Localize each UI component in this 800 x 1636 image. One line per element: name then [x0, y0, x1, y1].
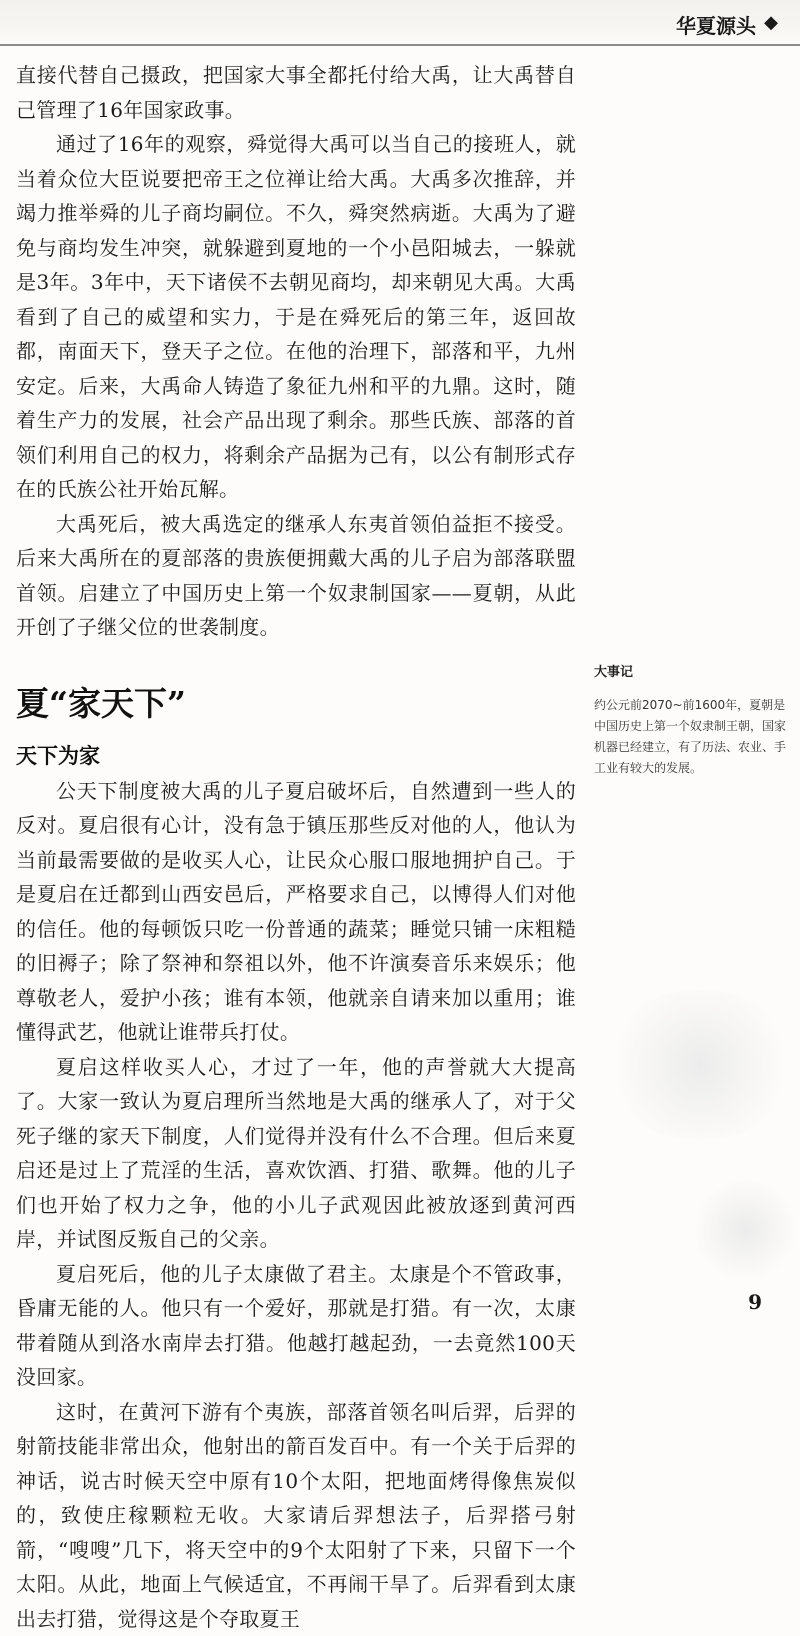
body-paragraph: 通过了16年的观察，舜觉得大禹可以当自己的接班人，就当着众位大臣说要把帝王之位禅让给大禹。大禹多次推辞，并竭力推举舜的儿子商均嗣位。不久，舜突然病逝。大禹为了避免与商均发生冲突，就躲避到夏地的一个小邑阳城去，一躲就是3年。3年中，天下诸侯不去朝见商均，却来朝见大禹。大禹看到了自己的威望和实力，于是在舜死后的第三年，返回故都，南面天下，登天子之位。在他的治理下，部落和平，九州安定。后来，大禹命人铸造了象征九州和平的九鼎。这时，随着生产力的发展，社会产品出现了剩余。那些氏族、部落的首领们利用自己的权力，将剩余产品据为己有，以公有制形式存在的氏族公社开始瓦解。	[16, 127, 576, 507]
header-rule	[0, 44, 800, 46]
subsection-title: 天下为家	[16, 738, 576, 774]
body-paragraph: 夏启这样收买人心，才过了一年，他的声誉就大大提高了。大家一致认为夏启理所当然地是大禹的继承人了，对于父死子继的家天下制度，人们觉得并没有什么不合理。但后来夏启还是过上了荒淫的生活，喜欢饮酒、打猎、歌舞。他的儿子们也开始了权力之争，他的小儿子武观因此被放逐到黄河西岸，并试图反叛自己的父亲。	[16, 1050, 576, 1257]
section-title: 夏“家天下”	[16, 682, 576, 726]
body-paragraph: 公天下制度被大禹的儿子夏启破坏后，自然遭到一些人的反对。夏启很有心计，没有急于镇压那些反对他的人，他认为当前最需要做的是收买人心，让民众心服口服地拥护自己。于是夏启在迁都到山西安邑后，严格要求自己，以博得人们对他的信任。他的每顿饭只吃一份普通的蔬菜；睡觉只铺一床粗糙的旧褥子；除了祭神和祭祖以外，他不许演奏音乐来娱乐；他尊敬老人，爱护小孩；谁有本领，他就亲自请来加以重用；谁懂得武艺，他就让谁带兵打仗。	[16, 774, 576, 1050]
sidebar-text: 约公元前2070~前1600年，夏朝是中国历史上第一个奴隶制王朝，国家机器已经建立，有了历法、农业、手工业有较大的发展。	[594, 695, 790, 779]
sidebar-heading: 大事记	[594, 663, 790, 683]
body-paragraph: 大禹死后，被大禹选定的继承人东夷首领伯益拒不接受。后来大禹所在的夏部落的贵族便拥戴大禹的儿子启为部落联盟首领。启建立了中国历史上第一个奴隶制国家——夏朝，从此开创了子继父位的世袭制度。	[16, 507, 576, 645]
main-text-column	[16, 58, 576, 1636]
diamond-icon: ◆	[764, 12, 778, 33]
running-header-title: 华夏源头	[676, 10, 756, 39]
body-paragraph: 这时，在黄河下游有个夷族，部落首领名叫后羿，后羿的射箭技能非常出众，他射出的箭百发百中。有一个关于后羿的神话，说古时候天空中原有10个太阳，把地面烤得像焦炭似的，致使庄稼颗粒无收。大家请后羿想法子，后羿搭弓射箭，“嗖嗖”几下，将天空中的9个太阳射了下来，只留下一个太阳。从此，地面上气候适宜，不再闹干旱了。后羿看到太康出去打猎，觉得这是个夺取夏王	[16, 1395, 576, 1636]
page-number: 9	[748, 1290, 762, 1314]
sidebar-note	[594, 663, 790, 779]
body-paragraph: 夏启死后，他的儿子太康做了君主。太康是个不管政事，昏庸无能的人。他只有一个爱好，那就是打猎。有一次，太康带着随从到洛水南岸去打猎。他越打越起劲，一去竟然100天没回家。	[16, 1257, 576, 1395]
body-paragraph: 直接代替自己摄政，把国家大事全都托付给大禹，让大禹替自己管理了16年国家政事。	[16, 58, 576, 127]
bleed-through-blob	[690, 1180, 800, 1280]
bleed-through-blob	[600, 990, 800, 1140]
